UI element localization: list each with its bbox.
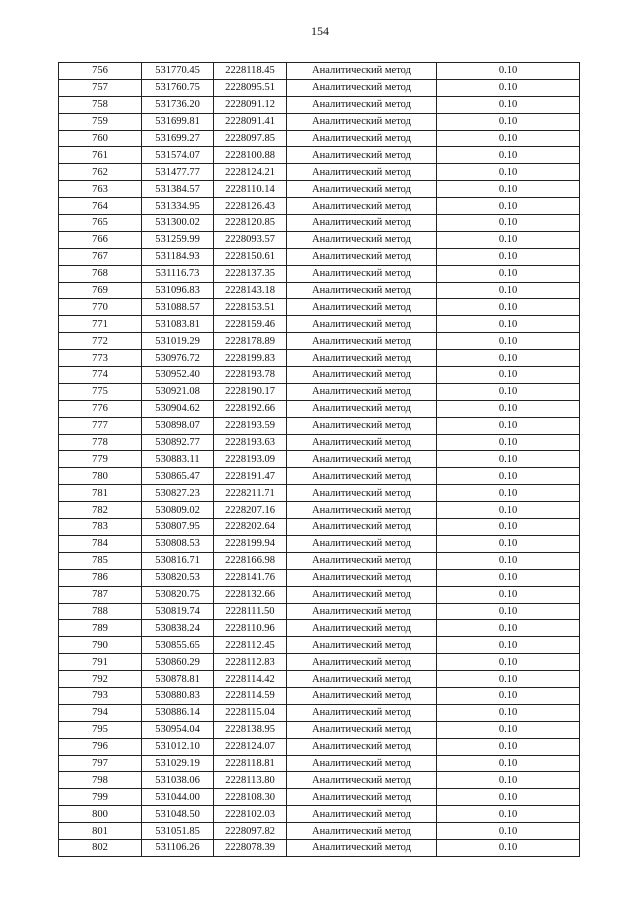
point-number-cell: 795 [59,721,142,738]
point-number-cell: 799 [59,789,142,806]
y-coordinate-cell: 2228097.82 [214,823,287,840]
method-cell: Аналитический метод [287,823,437,840]
method-cell: Аналитический метод [287,231,437,248]
table-row [59,63,580,80]
x-coordinate-cell: 531259.99 [142,231,214,248]
point-number-cell: 774 [59,367,142,384]
y-coordinate-cell: 2228113.80 [214,772,287,789]
x-coordinate-cell: 531106.26 [142,839,214,856]
accuracy-cell: 0.10 [437,468,580,485]
y-coordinate-cell: 2228100.88 [214,147,287,164]
x-coordinate-cell: 531334.95 [142,198,214,215]
point-number-cell: 773 [59,350,142,367]
point-number-cell: 788 [59,603,142,620]
point-number-cell: 760 [59,130,142,147]
table-row [59,299,580,316]
method-cell: Аналитический метод [287,806,437,823]
accuracy-cell: 0.10 [437,198,580,215]
table-row [59,417,580,434]
accuracy-cell: 0.10 [437,671,580,688]
y-coordinate-cell: 2228153.51 [214,299,287,316]
table-row [59,147,580,164]
point-number-cell: 771 [59,316,142,333]
table-row [59,687,580,704]
accuracy-cell: 0.10 [437,519,580,536]
method-cell: Аналитический метод [287,485,437,502]
accuracy-cell: 0.10 [437,535,580,552]
accuracy-cell: 0.10 [437,620,580,637]
y-coordinate-cell: 2228091.41 [214,113,287,130]
method-cell: Аналитический метод [287,552,437,569]
y-coordinate-cell: 2228112.83 [214,654,287,671]
method-cell: Аналитический метод [287,451,437,468]
accuracy-cell: 0.10 [437,704,580,721]
table-row [59,79,580,96]
method-cell: Аналитический метод [287,96,437,113]
table-row [59,721,580,738]
accuracy-cell: 0.10 [437,772,580,789]
x-coordinate-cell: 531048.50 [142,806,214,823]
table-row [59,434,580,451]
table-row [59,198,580,215]
x-coordinate-cell: 530865.47 [142,468,214,485]
x-coordinate-cell: 531384.57 [142,181,214,198]
table-row [59,96,580,113]
table-row [59,806,580,823]
y-coordinate-cell: 2228124.07 [214,738,287,755]
point-number-cell: 780 [59,468,142,485]
method-cell: Аналитический метод [287,687,437,704]
method-cell: Аналитический метод [287,333,437,350]
method-cell: Аналитический метод [287,654,437,671]
method-cell: Аналитический метод [287,63,437,80]
x-coordinate-cell: 531083.81 [142,316,214,333]
method-cell: Аналитический метод [287,434,437,451]
y-coordinate-cell: 2228190.17 [214,383,287,400]
y-coordinate-cell: 2228112.45 [214,637,287,654]
accuracy-cell: 0.10 [437,299,580,316]
x-coordinate-cell: 530827.23 [142,485,214,502]
y-coordinate-cell: 2228097.85 [214,130,287,147]
method-cell: Аналитический метод [287,265,437,282]
y-coordinate-cell: 2228120.85 [214,215,287,232]
x-coordinate-cell: 530820.75 [142,586,214,603]
accuracy-cell: 0.10 [437,248,580,265]
point-number-cell: 802 [59,839,142,856]
accuracy-cell: 0.10 [437,451,580,468]
method-cell: Аналитический метод [287,316,437,333]
accuracy-cell: 0.10 [437,350,580,367]
accuracy-cell: 0.10 [437,654,580,671]
method-cell: Аналитический метод [287,535,437,552]
method-cell: Аналитический метод [287,839,437,856]
y-coordinate-cell: 2228202.64 [214,519,287,536]
point-number-cell: 772 [59,333,142,350]
method-cell: Аналитический метод [287,113,437,130]
table-row [59,485,580,502]
x-coordinate-cell: 530819.74 [142,603,214,620]
x-coordinate-cell: 530880.83 [142,687,214,704]
point-number-cell: 782 [59,502,142,519]
accuracy-cell: 0.10 [437,755,580,772]
point-number-cell: 790 [59,637,142,654]
y-coordinate-cell: 2228102.03 [214,806,287,823]
accuracy-cell: 0.10 [437,367,580,384]
x-coordinate-cell: 531029.19 [142,755,214,772]
y-coordinate-cell: 2228093.57 [214,231,287,248]
method-cell: Аналитический метод [287,721,437,738]
accuracy-cell: 0.10 [437,383,580,400]
table-row [59,620,580,637]
y-coordinate-cell: 2228078.39 [214,839,287,856]
table-row [59,839,580,856]
accuracy-cell: 0.10 [437,113,580,130]
y-coordinate-cell: 2228150.61 [214,248,287,265]
method-cell: Аналитический метод [287,181,437,198]
point-number-cell: 756 [59,63,142,80]
point-number-cell: 786 [59,569,142,586]
table-row [59,316,580,333]
accuracy-cell: 0.10 [437,502,580,519]
y-coordinate-cell: 2228141.76 [214,569,287,586]
table-row [59,789,580,806]
y-coordinate-cell: 2228207.16 [214,502,287,519]
table-row [59,738,580,755]
table-row [59,282,580,299]
method-cell: Аналитический метод [287,79,437,96]
accuracy-cell: 0.10 [437,687,580,704]
x-coordinate-cell: 530878.81 [142,671,214,688]
x-coordinate-cell: 530954.04 [142,721,214,738]
x-coordinate-cell: 530883.11 [142,451,214,468]
point-number-cell: 759 [59,113,142,130]
y-coordinate-cell: 2228192.66 [214,400,287,417]
method-cell: Аналитический метод [287,130,437,147]
accuracy-cell: 0.10 [437,282,580,299]
x-coordinate-cell: 530898.07 [142,417,214,434]
point-number-cell: 763 [59,181,142,198]
x-coordinate-cell: 530886.14 [142,704,214,721]
accuracy-cell: 0.10 [437,265,580,282]
method-cell: Аналитический метод [287,738,437,755]
x-coordinate-cell: 531012.10 [142,738,214,755]
method-cell: Аналитический метод [287,299,437,316]
y-coordinate-cell: 2228124.21 [214,164,287,181]
table-row [59,383,580,400]
point-number-cell: 777 [59,417,142,434]
x-coordinate-cell: 531096.83 [142,282,214,299]
method-cell: Аналитический метод [287,400,437,417]
method-cell: Аналитический метод [287,502,437,519]
x-coordinate-cell: 531477.77 [142,164,214,181]
point-number-cell: 783 [59,519,142,536]
y-coordinate-cell: 2228126.43 [214,198,287,215]
point-number-cell: 787 [59,586,142,603]
table-row [59,519,580,536]
x-coordinate-cell: 530976.72 [142,350,214,367]
x-coordinate-cell: 530820.53 [142,569,214,586]
y-coordinate-cell: 2228091.12 [214,96,287,113]
point-number-cell: 801 [59,823,142,840]
y-coordinate-cell: 2228166.98 [214,552,287,569]
method-cell: Аналитический метод [287,468,437,485]
method-cell: Аналитический метод [287,147,437,164]
x-coordinate-cell: 531574.07 [142,147,214,164]
y-coordinate-cell: 2228159.46 [214,316,287,333]
accuracy-cell: 0.10 [437,215,580,232]
y-coordinate-cell: 2228114.42 [214,671,287,688]
accuracy-cell: 0.10 [437,586,580,603]
y-coordinate-cell: 2228143.18 [214,282,287,299]
point-number-cell: 778 [59,434,142,451]
table-row [59,400,580,417]
table-row [59,502,580,519]
point-number-cell: 784 [59,535,142,552]
point-number-cell: 797 [59,755,142,772]
y-coordinate-cell: 2228095.51 [214,79,287,96]
accuracy-cell: 0.10 [437,434,580,451]
accuracy-cell: 0.10 [437,333,580,350]
y-coordinate-cell: 2228118.81 [214,755,287,772]
table-row [59,755,580,772]
x-coordinate-cell: 531699.27 [142,130,214,147]
method-cell: Аналитический метод [287,603,437,620]
method-cell: Аналитический метод [287,569,437,586]
accuracy-cell: 0.10 [437,96,580,113]
point-number-cell: 789 [59,620,142,637]
table-row [59,333,580,350]
x-coordinate-cell: 531760.75 [142,79,214,96]
y-coordinate-cell: 2228110.14 [214,181,287,198]
accuracy-cell: 0.10 [437,721,580,738]
table-row [59,586,580,603]
point-number-cell: 798 [59,772,142,789]
accuracy-cell: 0.10 [437,316,580,333]
point-number-cell: 776 [59,400,142,417]
point-number-cell: 770 [59,299,142,316]
table-row [59,671,580,688]
method-cell: Аналитический метод [287,586,437,603]
method-cell: Аналитический метод [287,383,437,400]
x-coordinate-cell: 531770.45 [142,63,214,80]
point-number-cell: 800 [59,806,142,823]
method-cell: Аналитический метод [287,755,437,772]
point-number-cell: 769 [59,282,142,299]
accuracy-cell: 0.10 [437,181,580,198]
y-coordinate-cell: 2228115.04 [214,704,287,721]
y-coordinate-cell: 2228138.95 [214,721,287,738]
table-row [59,603,580,620]
table-row [59,468,580,485]
accuracy-cell: 0.10 [437,417,580,434]
point-number-cell: 779 [59,451,142,468]
y-coordinate-cell: 2228114.59 [214,687,287,704]
point-number-cell: 785 [59,552,142,569]
y-coordinate-cell: 2228193.59 [214,417,287,434]
point-number-cell: 758 [59,96,142,113]
table-row [59,231,580,248]
x-coordinate-cell: 530816.71 [142,552,214,569]
accuracy-cell: 0.10 [437,63,580,80]
table-row [59,654,580,671]
y-coordinate-cell: 2228178.89 [214,333,287,350]
method-cell: Аналитический метод [287,519,437,536]
accuracy-cell: 0.10 [437,485,580,502]
table-row [59,215,580,232]
accuracy-cell: 0.10 [437,130,580,147]
point-number-cell: 757 [59,79,142,96]
method-cell: Аналитический метод [287,350,437,367]
table-row [59,451,580,468]
accuracy-cell: 0.10 [437,400,580,417]
table-row [59,704,580,721]
point-number-cell: 796 [59,738,142,755]
point-number-cell: 762 [59,164,142,181]
accuracy-cell: 0.10 [437,789,580,806]
point-number-cell: 768 [59,265,142,282]
table-row [59,265,580,282]
page-number: 154 [311,24,329,38]
accuracy-cell: 0.10 [437,806,580,823]
point-number-cell: 793 [59,687,142,704]
x-coordinate-cell: 530921.08 [142,383,214,400]
x-coordinate-cell: 531300.02 [142,215,214,232]
method-cell: Аналитический метод [287,789,437,806]
x-coordinate-cell: 531699.81 [142,113,214,130]
accuracy-cell: 0.10 [437,738,580,755]
y-coordinate-cell: 2228211.71 [214,485,287,502]
y-coordinate-cell: 2228137.35 [214,265,287,282]
method-cell: Аналитический метод [287,637,437,654]
method-cell: Аналитический метод [287,772,437,789]
x-coordinate-cell: 531019.29 [142,333,214,350]
accuracy-cell: 0.10 [437,147,580,164]
table-row [59,164,580,181]
accuracy-cell: 0.10 [437,552,580,569]
accuracy-cell: 0.10 [437,164,580,181]
point-number-cell: 794 [59,704,142,721]
method-cell: Аналитический метод [287,282,437,299]
y-coordinate-cell: 2228118.45 [214,63,287,80]
method-cell: Аналитический метод [287,620,437,637]
y-coordinate-cell: 2228199.83 [214,350,287,367]
method-cell: Аналитический метод [287,215,437,232]
y-coordinate-cell: 2228191.47 [214,468,287,485]
method-cell: Аналитический метод [287,671,437,688]
x-coordinate-cell: 531044.00 [142,789,214,806]
x-coordinate-cell: 531116.73 [142,265,214,282]
point-number-cell: 781 [59,485,142,502]
table-row [59,552,580,569]
x-coordinate-cell: 530838.24 [142,620,214,637]
table-row [59,637,580,654]
point-number-cell: 766 [59,231,142,248]
x-coordinate-cell: 531184.93 [142,248,214,265]
accuracy-cell: 0.10 [437,231,580,248]
accuracy-cell: 0.10 [437,637,580,654]
table-row [59,113,580,130]
y-coordinate-cell: 2228132.66 [214,586,287,603]
accuracy-cell: 0.10 [437,823,580,840]
x-coordinate-cell: 531736.20 [142,96,214,113]
table-row [59,367,580,384]
y-coordinate-cell: 2228193.09 [214,451,287,468]
method-cell: Аналитический метод [287,417,437,434]
table-row [59,535,580,552]
table-row [59,772,580,789]
x-coordinate-cell: 530809.02 [142,502,214,519]
y-coordinate-cell: 2228110.96 [214,620,287,637]
coordinates-table [58,62,580,857]
point-number-cell: 761 [59,147,142,164]
x-coordinate-cell: 530892.77 [142,434,214,451]
method-cell: Аналитический метод [287,198,437,215]
y-coordinate-cell: 2228108.30 [214,789,287,806]
point-number-cell: 767 [59,248,142,265]
x-coordinate-cell: 530807.95 [142,519,214,536]
table-row [59,248,580,265]
x-coordinate-cell: 530904.62 [142,400,214,417]
table-row [59,350,580,367]
table-row [59,823,580,840]
table-body [59,63,580,857]
point-number-cell: 764 [59,198,142,215]
table-row [59,130,580,147]
x-coordinate-cell: 530952.40 [142,367,214,384]
accuracy-cell: 0.10 [437,569,580,586]
x-coordinate-cell: 531088.57 [142,299,214,316]
method-cell: Аналитический метод [287,164,437,181]
point-number-cell: 775 [59,383,142,400]
accuracy-cell: 0.10 [437,79,580,96]
method-cell: Аналитический метод [287,367,437,384]
x-coordinate-cell: 531038.06 [142,772,214,789]
method-cell: Аналитический метод [287,704,437,721]
y-coordinate-cell: 2228193.63 [214,434,287,451]
x-coordinate-cell: 530808.53 [142,535,214,552]
x-coordinate-cell: 530855.65 [142,637,214,654]
y-coordinate-cell: 2228111.50 [214,603,287,620]
accuracy-cell: 0.10 [437,839,580,856]
table-row [59,181,580,198]
table-row [59,569,580,586]
method-cell: Аналитический метод [287,248,437,265]
x-coordinate-cell: 531051.85 [142,823,214,840]
point-number-cell: 791 [59,654,142,671]
accuracy-cell: 0.10 [437,603,580,620]
point-number-cell: 765 [59,215,142,232]
point-number-cell: 792 [59,671,142,688]
x-coordinate-cell: 530860.29 [142,654,214,671]
y-coordinate-cell: 2228193.78 [214,367,287,384]
y-coordinate-cell: 2228199.94 [214,535,287,552]
